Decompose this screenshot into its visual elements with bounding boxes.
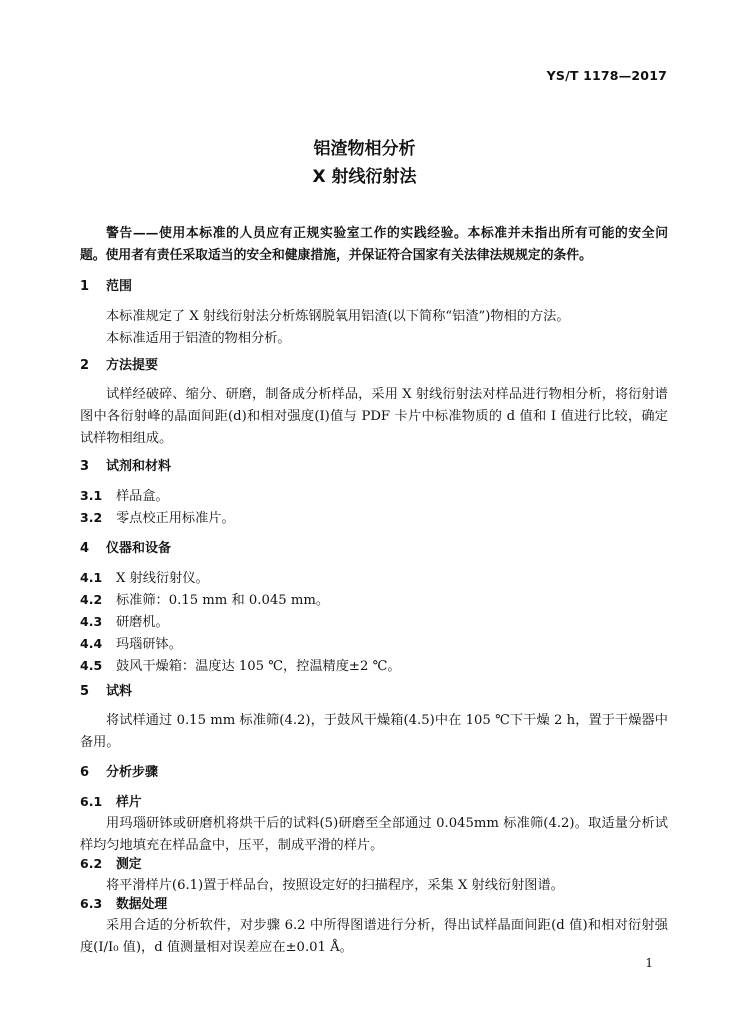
- section-scope-body: [80, 306, 668, 350]
- section-sample: [80, 682, 668, 702]
- section-number: 6: [80, 765, 90, 780]
- subsection-heading: [80, 893, 668, 915]
- section-heading: [80, 763, 668, 783]
- subsection-heading: [80, 853, 668, 875]
- item-number: 3.1: [80, 488, 103, 503]
- paragraph: 将平滑样片(6.1)置于样品台，按照设定好的扫描程序，采集 X 射线衍射图谱。: [106, 878, 564, 893]
- paragraph: 本标准规定了 X 射线衍射法分析炼钢脱氧用铝渣(以下简称“铝渣”)物相的方法。: [106, 309, 570, 324]
- section-heading: [80, 277, 668, 297]
- paragraph: 本标准适用于铝渣的物相分析。: [106, 331, 291, 346]
- item-number: 4.1: [80, 570, 103, 585]
- subsection-6-1: [80, 791, 668, 857]
- section-number: 4: [80, 541, 90, 556]
- item-number: 4.2: [80, 592, 103, 607]
- subsection-number: 6.1: [80, 794, 103, 809]
- list-item: [80, 589, 668, 611]
- warning-text: 警告——使用本标准的人员应有正规实验室工作的实践经验。本标准并未指出所有可能的安全问题。使用者有责任采取适当的安全和健康措施，并保证符合国家有关法律法规规定的条件。: [80, 226, 668, 263]
- document-title-line2: X 射线衍射法: [312, 167, 417, 187]
- section-heading: [80, 457, 668, 477]
- section-heading: [80, 539, 668, 559]
- item-text: 零点校正用标准片。: [116, 511, 235, 526]
- list-item: [80, 611, 668, 633]
- subsection-title: 样片: [116, 795, 142, 810]
- paragraph: 试样经破碎、缩分、研磨，制备成分析样品，采用 X 射线衍射法对样品进行物相分析，将衍射谱图中各衍射峰的晶面间距(d)和相对强度(I)值与 PDF 卡片中标准物质的 d 值和 I 值进行比较，确定试样物相组成。: [80, 387, 668, 446]
- section-heading: [80, 356, 668, 376]
- item-number: 4.4: [80, 636, 103, 651]
- paragraph: 将试样通过 0.15 mm 标准筛(4.2)，于鼓风干燥箱(4.5)中在 105 ℃下干燥 2 h，置于干燥器中备用。: [80, 713, 668, 750]
- list-item: [80, 507, 668, 529]
- list-item: [80, 655, 668, 677]
- section-method: [80, 356, 668, 376]
- subsection-heading: [80, 791, 668, 813]
- item-text: X 射线衍射仪。: [116, 571, 209, 586]
- subsection-number: 6.3: [80, 896, 103, 911]
- section-apparatus-items: [80, 567, 668, 677]
- paragraph: 用玛瑙研钵或研磨机将烘干后的试料(5)研磨至全部通过 0.045mm 标准筛(4.2)。取适量分析试样均匀地填充在样品盒中，压平，制成平滑的样片。: [80, 816, 668, 853]
- subsection-6-3: [80, 893, 668, 959]
- list-item: [80, 567, 668, 589]
- subsection-title: 数据处理: [116, 897, 168, 912]
- section-number: 1: [80, 279, 90, 294]
- section-number: 2: [80, 358, 90, 373]
- standard-code: YS/T 1178—2017: [546, 68, 667, 83]
- section-number: 5: [80, 684, 90, 699]
- item-number: 4.5: [80, 658, 103, 673]
- section-scope: [80, 277, 668, 297]
- item-text: 样品盒。: [116, 489, 169, 504]
- section-sample-body: [80, 710, 668, 754]
- item-number: 3.2: [80, 510, 103, 525]
- list-item: [80, 633, 668, 655]
- item-number: 4.3: [80, 614, 103, 629]
- section-title: 方法提要: [106, 358, 159, 373]
- section-number: 3: [80, 459, 90, 474]
- section-title: 范围: [106, 279, 133, 294]
- section-reagents-items: [80, 485, 668, 529]
- section-title: 试料: [106, 684, 133, 699]
- section-apparatus: [80, 539, 668, 559]
- section-title: 试剂和材料: [106, 459, 172, 474]
- item-text: 鼓风干燥箱：温度达 105 ℃，控温精度±2 ℃。: [116, 659, 401, 674]
- section-procedure: [80, 763, 668, 783]
- section-title: 分析步骤: [106, 765, 159, 780]
- page-number: 1: [645, 956, 653, 970]
- paragraph: 采用合适的分析软件，对步骤 6.2 中所得图谱进行分析，得出试样晶面间距(d 值)和相对衍射强度(I/I₀ 值)，d 值测量相对误差应在±0.01 Å。: [80, 918, 668, 955]
- item-text: 标准筛：0.15 mm 和 0.045 mm。: [116, 593, 330, 608]
- subsection-number: 6.2: [80, 856, 103, 871]
- section-heading: [80, 682, 668, 702]
- section-reagents: [80, 457, 668, 477]
- list-item: [80, 485, 668, 507]
- section-method-body: [80, 384, 668, 450]
- subsection-6-2: [80, 853, 668, 897]
- item-text: 玛瑙研钵。: [116, 637, 182, 652]
- subsection-title: 测定: [116, 857, 142, 872]
- item-text: 研磨机。: [116, 615, 169, 630]
- document-title-line1: 铝渣物相分析: [313, 139, 416, 159]
- warning-block: [80, 223, 668, 267]
- section-title: 仪器和设备: [106, 541, 172, 556]
